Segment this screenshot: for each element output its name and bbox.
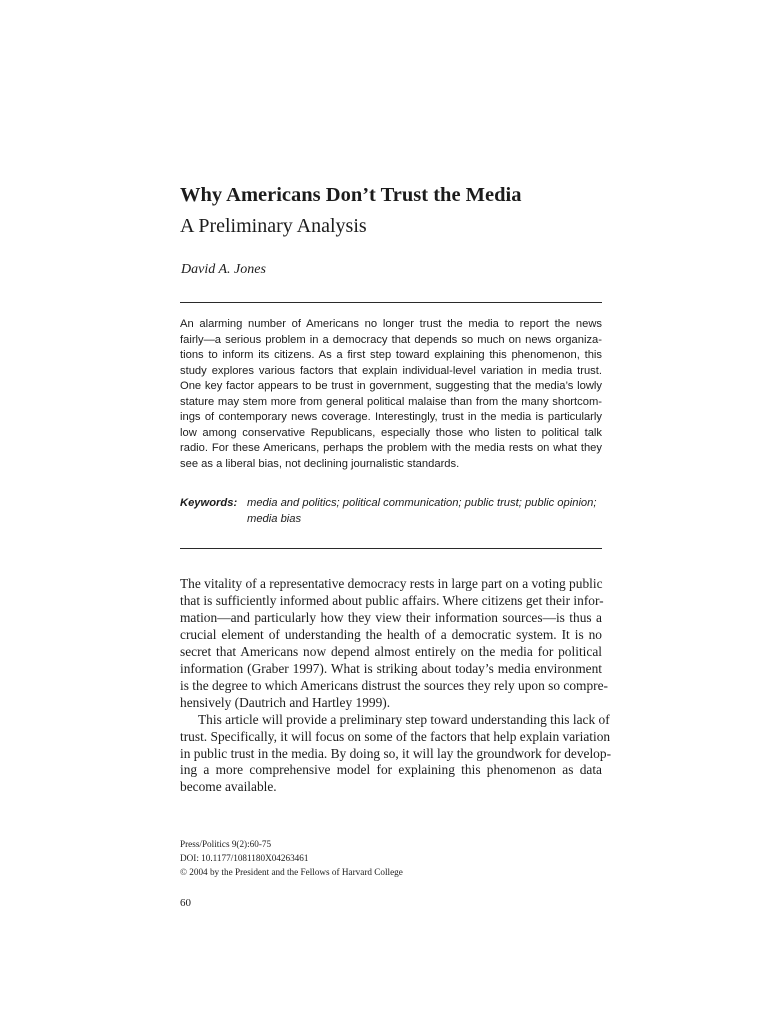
abstract-line: ings of contemporary news coverage. Interestingly, trust in the media is particularly <box>180 411 602 423</box>
body-paragraph-1 <box>180 576 609 712</box>
page-number: 60 <box>180 897 191 909</box>
abstract-line: tions to inform its citizens. As a first step toward explaining this phenomenon, this <box>180 349 602 361</box>
body-line: become available. <box>180 779 277 795</box>
body-line: The vitality of a representative democracy rests in large part on a voting public <box>180 576 603 591</box>
keywords-list <box>247 496 597 527</box>
body-line: hensively (Dautrich and Hartley 1999). <box>180 694 391 710</box>
article-author: David A. Jones <box>181 262 266 277</box>
doi: DOI: 10.1177/1081180X04263461 <box>180 853 309 863</box>
abstract-line: An alarming number of Americans no longer trust the media to report the news <box>180 318 602 330</box>
body-text <box>180 576 612 796</box>
abstract-line: One key factor appears to be trust in government, suggesting that the media’s lowly <box>180 380 602 392</box>
body-line: crucial element of understanding the health of a democratic system. It is no <box>180 626 602 642</box>
body-line: ing a more comprehensive model for explaining this phenomenon as data <box>180 762 602 778</box>
body-line: is the degree to which Americans distrust the sources they rely upon so compre- <box>180 677 609 693</box>
body-line: trust. Specifically, it will focus on some of the factors that help explain variation <box>180 728 611 744</box>
article-subtitle: A Preliminary Analysis <box>180 215 367 237</box>
article-title: Why Americans Don’t Trust the Media <box>180 184 522 206</box>
abstract-line: stature may stem more from general political malaise than from the many shortcom- <box>180 395 602 408</box>
abstract-line: study explores various factors that explain individual-level variation in media trust. <box>180 364 602 377</box>
body-line: mation—and particularly how they view their information sources—is thus a <box>180 609 602 625</box>
copyright-notice: © 2004 by the President and the Fellows of Harvard College <box>180 867 403 877</box>
journal-citation: Press/Politics 9(2):60-75 <box>180 839 272 849</box>
body-line: secret that Americans now depend almost entirely on the media for political <box>180 643 602 659</box>
abstract-bottom-rule <box>180 548 602 549</box>
keywords-line: media and politics; political communication; public trust; public opinion; <box>247 497 597 509</box>
abstract-line: fairly—a serious problem in a democracy that depends so much on news organiza- <box>180 333 602 346</box>
abstract <box>180 317 602 472</box>
body-line: in public trust in the media. By doing so, it will lay the groundwork for develop- <box>180 745 612 761</box>
keywords-label: Keywords: <box>180 497 238 509</box>
publication-info <box>180 837 403 879</box>
abstract-line: see as a liberal bias, not declining journalistic standards. <box>180 457 460 470</box>
abstract-line: low among conservative Republicans, especially those who listen to political talk <box>180 426 602 439</box>
keywords-line: media bias <box>247 512 302 525</box>
body-line: that is sufficiently informed about public affairs. Where citizens get their infor- <box>180 592 604 608</box>
abstract-top-rule <box>180 302 602 303</box>
abstract-line: radio. For these Americans, perhaps the problem with the media rests on what they <box>180 442 602 454</box>
body-line: This article will provide a preliminary step toward understanding this lack of <box>198 711 610 727</box>
body-line: information (Graber 1997). What is striking about today’s media environment <box>180 660 602 676</box>
body-paragraph-2 <box>180 711 612 797</box>
